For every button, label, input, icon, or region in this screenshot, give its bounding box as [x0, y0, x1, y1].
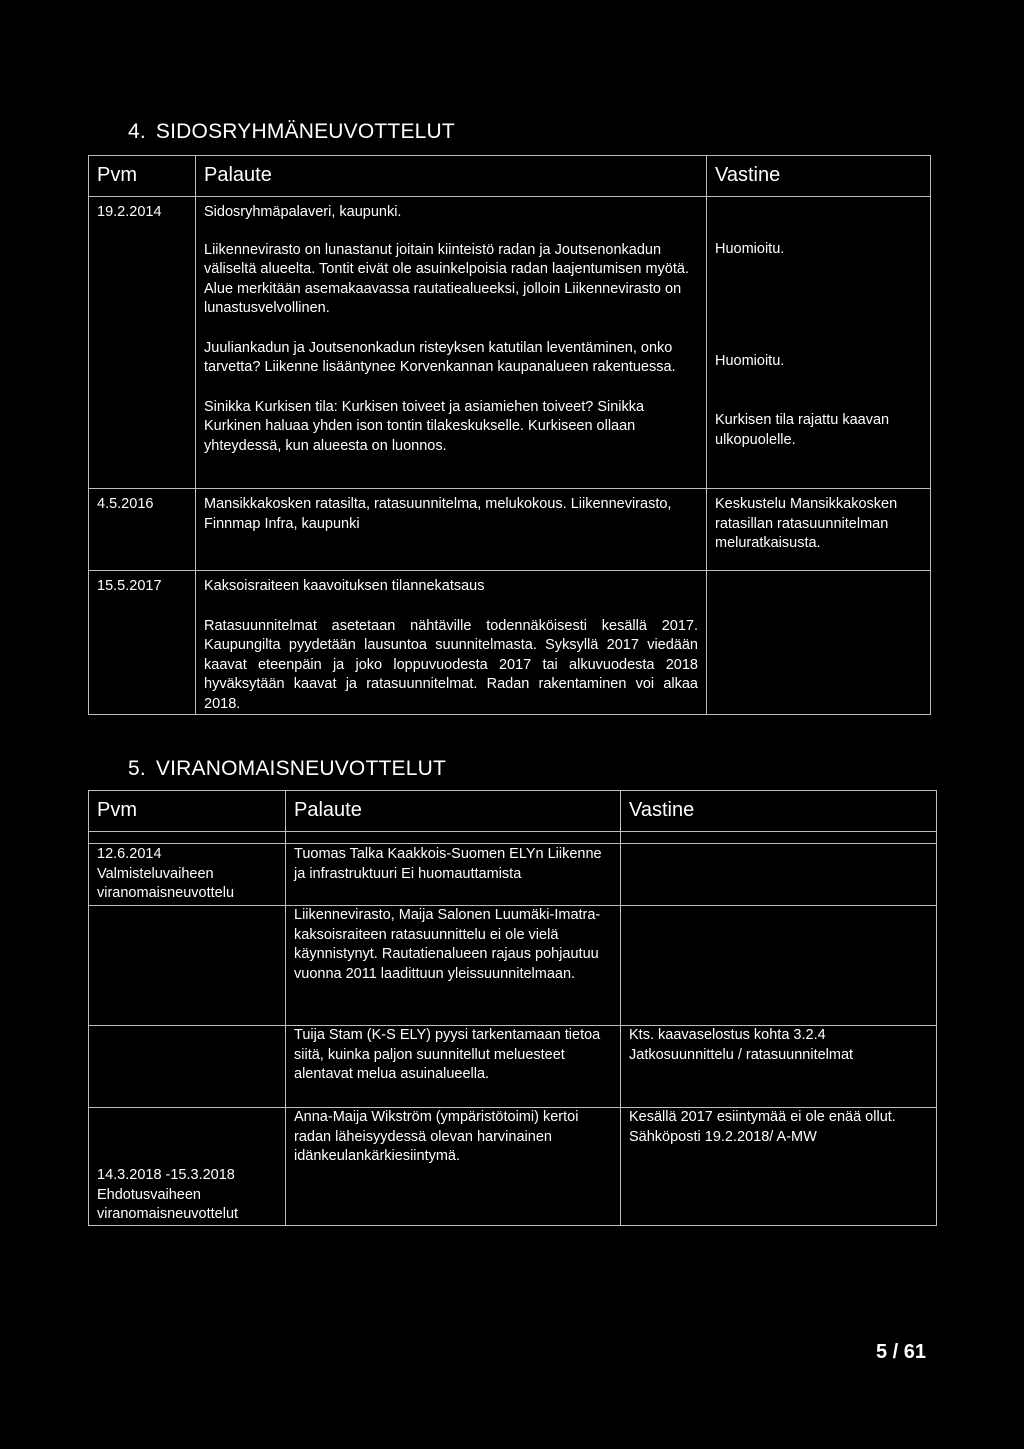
palaute-text: Tuomas Talka Kaakkois-Suomen ELYn Liikenne ja infrastruktuuri Ei huomauttamista [294, 846, 602, 882]
row-date: 19.2.2014 [97, 204, 162, 220]
palaute-text: Ratasuunnitelmat asetetaan nähtäville todennäköisesti kesällä 2017. Kaupungilta pyydetään lausuntoa suunnitelmasta. Syksyllä 2017 viedään kaavat eteenpäin ja joko loppuvuodesta 2017 tai alkuvuodesta 2018 hyväksytään kaavat ja ratasuunnitelmat. Radan rakentaminen voi alkaa 2018. [204, 617, 698, 712]
row-heading: Kaksoisraiteen kaavoituksen tilannekatsaus [204, 578, 485, 594]
palaute-text: Tuija Stam (K-S ELY) pyysi tarkentamaan tietoa siitä, kuinka paljon suunnitellut meluesteet alentavat melua asuinalueella. [294, 1027, 601, 1082]
page-number: 5 / 61 [876, 1341, 927, 1363]
vastine-text: Kurkisen tila rajattu kaavan ulkopuolelle. [715, 412, 890, 448]
table-row [89, 1108, 937, 1226]
column-header-palaute: Palaute [286, 791, 621, 832]
palaute-text: Mansikkakosken ratasilta, ratasuunnitelma, melukokous. Liikennevirasto, Finnmap Infra, kaupunki [204, 496, 672, 532]
table-row [89, 571, 931, 715]
column-header-vastine: Vastine [621, 791, 937, 832]
column-header-vastine: Vastine [707, 156, 931, 197]
viranomais-table [88, 790, 937, 1226]
palaute-text: Juuliankadun ja Joutsenonkadun risteyksen katutilan leventäminen, onko tarvetta? Liikenne lisääntynee Korvenkannan kaupanalueen rakentuessa. [204, 339, 676, 375]
table-row [89, 1026, 937, 1108]
column-header-pvm: Pvm [89, 156, 196, 197]
row-pvm: 12.6.2014 Valmisteluvaiheen viranomaisneuvottelu [97, 846, 235, 901]
vastine-text: Keskustelu Mansikkakosken ratasillan ratasuunnitelman meluratkaisusta. [715, 496, 898, 551]
row-date: 4.5.2016 [97, 496, 154, 512]
section-4-number: 4. [128, 120, 146, 143]
vastine-text: Huomioitu. [715, 241, 785, 257]
table-spacer-row [89, 832, 937, 844]
vastine-text: Kesällä 2017 esiintymää ei ole enää ollut. Sähköposti 19.2.2018/ A-MW [629, 1109, 896, 1145]
table-header-row [89, 156, 931, 197]
vastine-text: Kts. kaavaselostus kohta 3.2.4 Jatkosuunnittelu / ratasuunnitelmat [629, 1027, 854, 1063]
table-row [89, 906, 937, 1026]
vastine-text: Huomioitu. [715, 352, 785, 369]
column-header-palaute: Palaute [196, 156, 707, 197]
table-row [89, 489, 931, 571]
section-4-title [128, 120, 455, 144]
row-pvm: 14.3.2018 -15.3.2018 Ehdotusvaiheen viranomaisneuvottelut [97, 1167, 239, 1222]
row-date: 15.5.2017 [97, 578, 162, 594]
table-header-row [89, 791, 937, 832]
section-5-title [128, 757, 446, 781]
section-5-heading: VIRANOMAISNEUVOTTELUT [155, 757, 446, 780]
section-4-heading: SIDOSRYHMÄNEUVOTTELUT [155, 120, 455, 143]
palaute-text: Liikennevirasto, Maija Salonen Luumäki-Imatra-kaksoisraiteen ratasuunnittelu ei ole vielä käynnistynyt. Rautatienalueen rajaus pohjautuu vuonna 2011 laadittuun yleissuunnitelmaan. [294, 907, 601, 982]
table-row [89, 844, 937, 906]
row-heading: Sidosryhmäpalaveri, kaupunki. [204, 204, 402, 220]
palaute-text: Sinikka Kurkisen tila: Kurkisen toiveet ja asiamiehen toiveet? Sinikka Kurkinen haluaa yhden ison tontin tilakeskukselle. Kurkiseen ollaan yhteydessä, kun alueesta on luonnos. [204, 398, 645, 454]
sidosryhma-table [88, 155, 931, 715]
palaute-text: Anna-Maija Wikström (ympäristötoimi) kertoi radan läheisyydessä olevan harvinainen idänkeulankärkiesiintymä. [294, 1109, 579, 1164]
column-header-pvm: Pvm [89, 791, 286, 832]
palaute-text: Liikennevirasto on lunastanut joitain kiinteistö radan ja Joutsenonkadun väliseltä alueelta. Tontit eivät ole asuinkelpoisia radan laajentumisen myötä. Alue merkitään asemakaavassa rautatiealueeksi, jolloin Liikennevirasto on lunastusvelvollinen. [204, 241, 689, 316]
table-row [89, 197, 931, 489]
section-5-number: 5. [128, 757, 146, 780]
